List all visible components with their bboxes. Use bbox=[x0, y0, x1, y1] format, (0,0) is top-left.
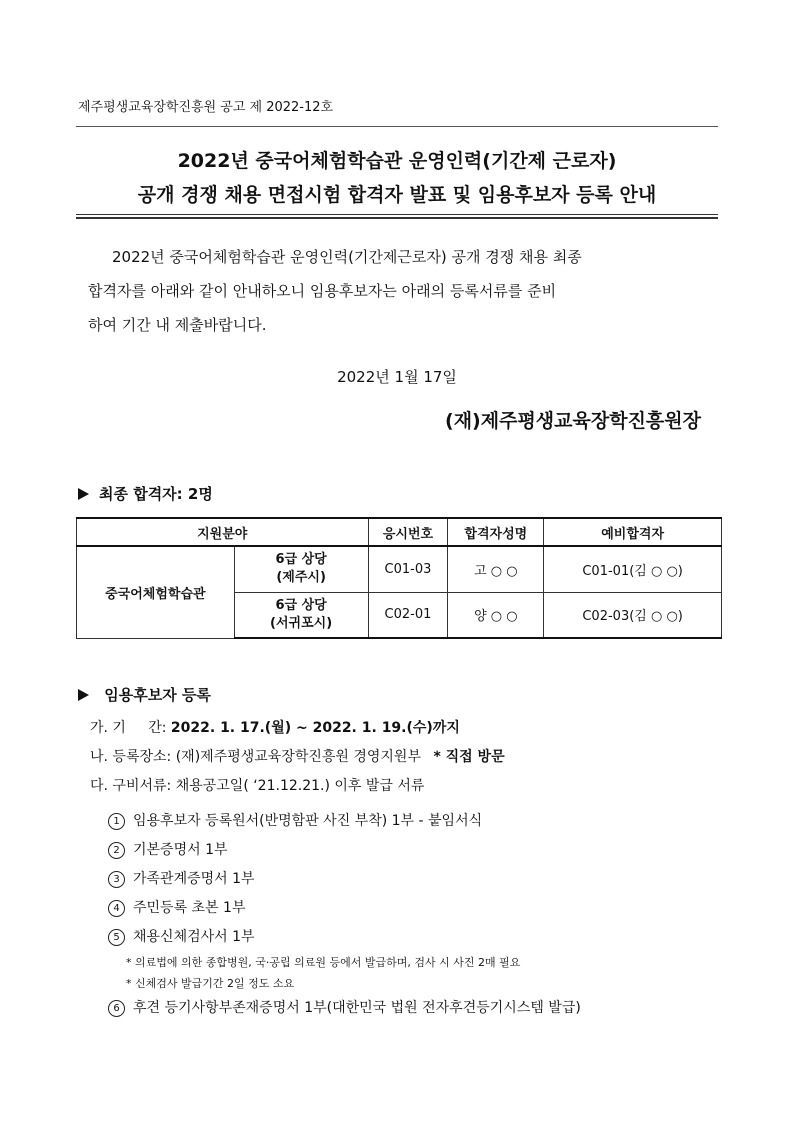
place-line: 나. 등록장소: (재)제주평생교육장학진흥원 경영지원부 * 직접 방문 bbox=[90, 749, 505, 765]
title-line-1: 2022년 중국어체험학습관 운영인력(기간제 근로자) bbox=[177, 150, 617, 172]
header-name: 합격자성명 bbox=[448, 518, 544, 546]
docs-line: 다. 구비서류: 채용공고일( ‘21.12.21.) 이후 발급 서류 bbox=[90, 778, 425, 794]
circled-number-icon: 2 bbox=[108, 842, 125, 859]
note-duration: * 신체검사 발급기간 2일 정도 소요 bbox=[126, 977, 295, 990]
required-documents-list bbox=[108, 807, 581, 1023]
header-field: 지원분야 bbox=[77, 518, 369, 546]
name-cell: 양 ○ ○ bbox=[448, 592, 544, 638]
document-title bbox=[76, 144, 718, 212]
list-item: 3 가족관계증명서 1부 bbox=[108, 865, 581, 894]
notice-date: 2022년 1월 17일 bbox=[337, 368, 457, 386]
intro-line-2: 합격자를 아래와 같이 안내하오니 임용후보자는 아래의 등록서류를 준비 bbox=[88, 282, 557, 300]
intro-line-1: 2022년 중국어체험학습관 운영인력(기간제근로자) 공개 경쟁 채용 최종 bbox=[112, 248, 582, 266]
position-cell: 6급 상당 (제주시) bbox=[234, 546, 368, 592]
triangle-bullet-icon bbox=[78, 689, 89, 701]
note-medical: * 의료법에 의한 종합병원, 국·공립 의료원 등에서 발급하며, 검사 시 사진 2매 필요 bbox=[126, 956, 521, 969]
reserve-cell: C02-03(김 ○ ○) bbox=[544, 592, 722, 638]
final-section-title: 최종 합격자: 2명 bbox=[78, 483, 213, 504]
registration-section-title: 임용후보자 등록 bbox=[78, 684, 211, 705]
top-divider bbox=[76, 126, 718, 127]
exam-no-cell: C02-01 bbox=[368, 592, 448, 638]
registration-details bbox=[90, 714, 505, 801]
period-line: 가. 기 간: 2022. 1. 17.(월) ~ 2022. 1. 19.(수)까지 bbox=[90, 720, 460, 736]
title-double-divider bbox=[76, 214, 718, 219]
circled-number-icon: 5 bbox=[108, 929, 125, 946]
list-item: 4 주민등록 초본 1부 bbox=[108, 894, 581, 923]
circled-number-icon: 3 bbox=[108, 871, 125, 888]
triangle-bullet-icon bbox=[78, 488, 89, 500]
circled-number-icon: 6 bbox=[108, 1000, 125, 1017]
field-cell: 중국어체험학습관 bbox=[77, 546, 235, 638]
table-header-row bbox=[77, 518, 722, 546]
result-table bbox=[76, 517, 722, 639]
exam-no-cell: C01-03 bbox=[368, 546, 448, 592]
list-item: 5 채용신체검사서 1부 bbox=[108, 923, 581, 952]
name-cell: 고 ○ ○ bbox=[448, 546, 544, 592]
list-item: 6 후견 등기사항부존재증명서 1부(대한민국 법원 전자후견등기시스템 발급) bbox=[108, 994, 581, 1023]
circled-number-icon: 1 bbox=[108, 813, 125, 830]
list-item: 1 임용후보자 등록원서(반명함판 사진 부착) 1부 - 붙임서식 bbox=[108, 807, 581, 836]
header-exam-no: 응시번호 bbox=[368, 518, 448, 546]
header-reserve: 예비합격자 bbox=[544, 518, 722, 546]
table-row bbox=[77, 546, 722, 592]
list-item: 2 기본증명서 1부 bbox=[108, 836, 581, 865]
circled-number-icon: 4 bbox=[108, 900, 125, 917]
intro-paragraph bbox=[88, 240, 708, 342]
document-number: 제주평생교육장학진흥원 공고 제 2022-12호 bbox=[78, 100, 334, 115]
reserve-cell: C01-01(김 ○ ○) bbox=[544, 546, 722, 592]
issuer-name: (재)제주평생교육장학진흥원장 bbox=[445, 410, 701, 432]
title-line-2: 공개 경쟁 채용 면접시험 합격자 발표 및 임용후보자 등록 안내 bbox=[137, 184, 657, 206]
intro-line-3: 하여 기간 내 제출바랍니다. bbox=[88, 316, 267, 334]
position-cell: 6급 상당 (서귀포시) bbox=[234, 592, 368, 638]
